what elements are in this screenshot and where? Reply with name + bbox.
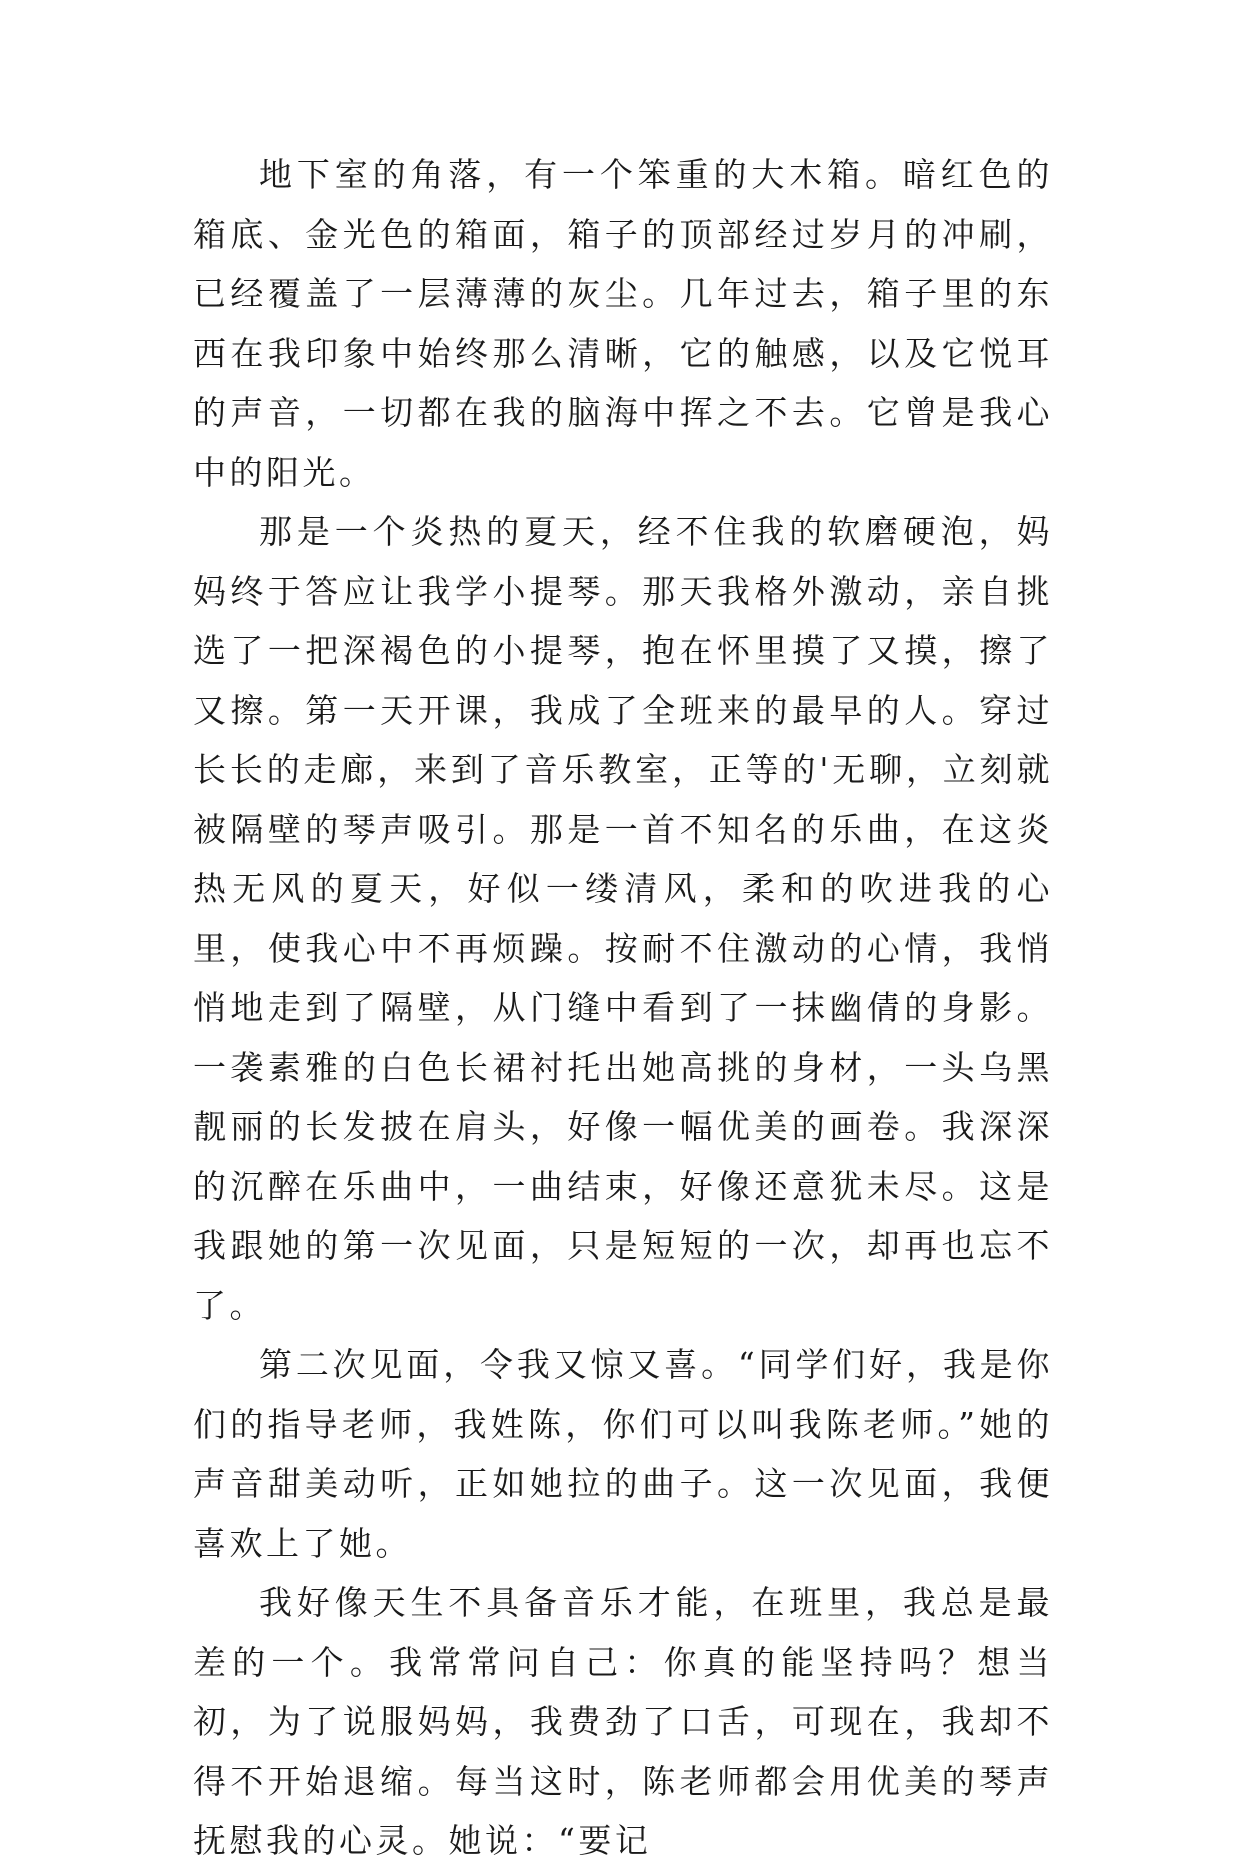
- paragraph-1: 地下室的角落，有一个笨重的大木箱。暗红色的箱底、金光色的箱面，箱子的顶部经过岁月的冲刷，已经覆盖了一层薄薄的灰尘。几年过去，箱子里的东西在我印象中始终那么清晰，它的触感，以及它悦耳的声音，一切都在我的脑海中挥之不去。它曾是我心中的阳光。: [193, 155, 1053, 492]
- paragraph-3: 第二次见面，令我又惊又喜。“同学们好，我是你们的指导老师，我姓陈，你们可以叫我陈老师。”她的声音甜美动听，正如她拉的曲子。这一次见面，我便喜欢上了她。: [193, 1345, 1053, 1563]
- paragraph-4: 我好像天生不具备音乐才能，在班里，我总是最差的一个。我常常问自己：你真的能坚持吗？想当初，为了说服妈妈，我费劲了口舌，可现在，我却不得不开始退缩。每当这时，陈老师都会用优美的琴声抚慰我的心灵。她说：“要记: [193, 1583, 1053, 1860]
- paragraph-2: 那是一个炎热的夏天，经不住我的软磨硬泡，妈妈终于答应让我学小提琴。那天我格外激动，亲自挑选了一把深褐色的小提琴，抱在怀里摸了又摸，擦了又擦。第一天开课，我成了全班来的最早的人。穿过长长的走廊，来到了音乐教室，正等的'无聊，立刻就被隔壁的琴声吸引。那是一首不知名的乐曲，在这炎热无风的夏天，好似一缕清风，柔和的吹进我的心里，使我心中不再烦躁。按耐不住激动的心情，我悄悄地走到了隔壁，从门缝中看到了一抹幽倩的身影。一袭素雅的白色长裙衬托出她高挑的身材，一头乌黑靓丽的长发披在肩头，好像一幅优美的画卷。我深深的沉醉在乐曲中，一曲结束，好像还意犹未尽。这是我跟她的第一次见面，只是短短的一次，却再也忘不了。: [193, 512, 1053, 1325]
- document-body: [193, 145, 1053, 1871]
